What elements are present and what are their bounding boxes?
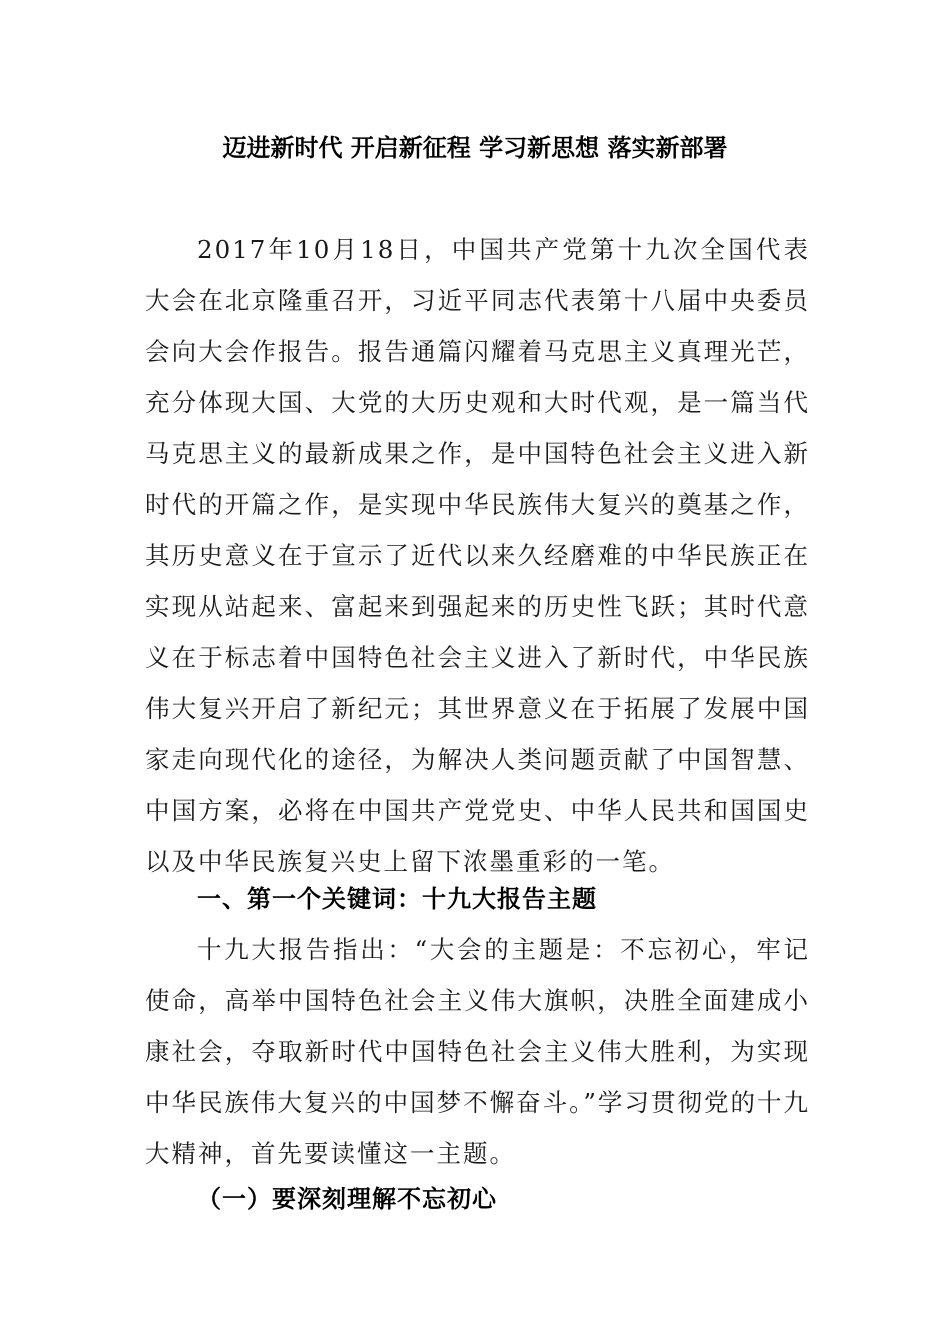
intro-paragraph: 2017年10月18日，中国共产党第十九次全国代表大会在北京隆重召开，习近平同志代表第十八届中央委员会向大会作报告。报告通篇闪耀着马克思主义真理光芒，充分体现大国、大党的大历史观和大时代观，是一篇当代马克思主义的最新成果之作，是中国特色社会主义进入新时代的开篇之作，是实现中华民族伟大复兴的奠基之作，其历史意义在于宣示了近代以来久经磨难的中华民族正在实现从站起来、富起来到强起来的历史性飞跃；其时代意义在于标志着中国特色社会主义进入了新时代，中华民族伟大复兴开启了新纪元；其世界意义在于拓展了发展中国家走向现代化的途径，为解决人类问题贡献了中国智慧、中国方案，必将在中国共产党党史、中华人民共和国国史以及中华民族复兴史上留下浓墨重彩的一笔。: [145, 235, 810, 876]
subsection-heading-1: （一）要深刻理解不忘初心: [197, 1185, 497, 1213]
section-heading-1: 一、第一个关键词：十九大报告主题: [197, 885, 597, 913]
section-paragraph-1: 十九大报告指出：“大会的主题是：不忘初心，牢记使命，高举中国特色社会主义伟大旗帜，决胜全面建成小康社会，夺取新时代中国特色社会主义伟大胜利，为实现中华民族伟大复兴的中国梦不懈奋斗。”学习贯彻党的十九大精神，首先要读懂这一主题。: [145, 935, 810, 1168]
document-title: 迈进新时代 开启新征程 学习新思想 落实新部署: [222, 134, 728, 162]
